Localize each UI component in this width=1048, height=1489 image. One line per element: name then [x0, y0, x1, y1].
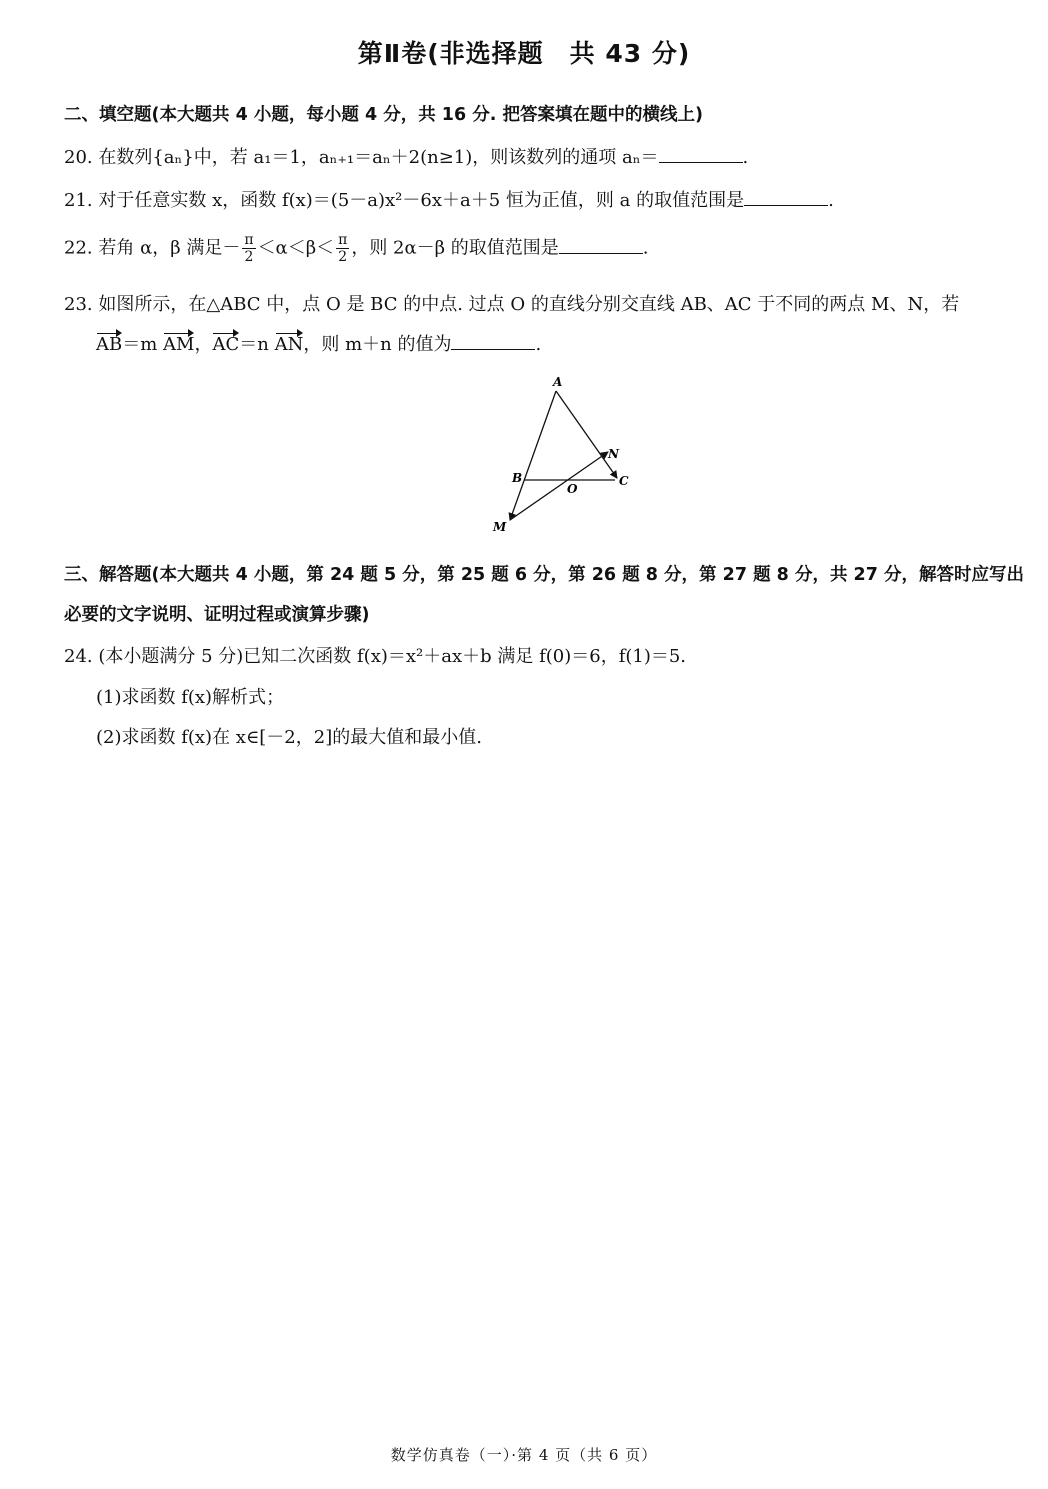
label-b: B: [512, 471, 523, 485]
triangle-figure: [480, 370, 650, 540]
page-title: 第Ⅱ卷(非选择题 共 43 分): [357, 39, 691, 68]
q22-frac2-denominator: 2: [338, 249, 348, 265]
q23-period: .: [535, 334, 542, 355]
question-22: [64, 232, 649, 265]
q22-text-2: ＜α＜β＜: [257, 237, 335, 259]
q23-tail: ，则 m＋n 的值为: [303, 334, 452, 355]
label-a: A: [553, 375, 563, 389]
q23-eq-1: ＝m: [122, 334, 158, 355]
q22-text-1: 22. 若角 α，β 满足－: [64, 237, 241, 259]
vector-ab: AB: [96, 334, 123, 355]
section-2-heading: 二、填空题(本大题共 4 小题，每小题 4 分，共 16 分. 把答案填在题中的横线上): [64, 105, 703, 125]
question-23-line-2: [96, 330, 541, 356]
question-23-line-1: 23. 如图所示，在△ABC 中，点 O 是 BC 的中点. 过点 O 的直线分别交直线 AB、AC 于不同的两点 M、N，若: [64, 294, 960, 315]
question-21: [64, 186, 834, 212]
q22-fraction-2: [336, 232, 349, 265]
question-24-stem: 24. (本小题满分 5 分)已知二次函数 f(x)＝x²＋ax＋b 满足 f(0)＝6，f(1)＝5.: [64, 646, 687, 667]
page-footer: 数学仿真卷（一）·第 4 页（共 6 页）: [390, 1446, 658, 1464]
q23-eq-2: ＝n: [239, 334, 269, 355]
q22-period: .: [642, 237, 649, 259]
q22-fraction-1: [242, 232, 255, 265]
q22-text-3: ，则 2α－β 的取值范围是: [351, 237, 559, 259]
q22-frac1-numerator: π: [244, 232, 254, 248]
label-m: M: [493, 520, 507, 534]
vector-ac: AC: [212, 334, 240, 355]
vector-an: AN: [274, 334, 304, 355]
question-24-part-1: (1)求函数 f(x)解析式；: [96, 687, 285, 708]
question-24-part-2: (2)求函数 f(x)在 x∈[－2，2]的最大值和最小值.: [96, 727, 482, 748]
line-mn: [510, 452, 608, 520]
vector-am: AM: [163, 334, 195, 355]
section-3-heading-line-2: 必要的文字说明、证明过程或演算步骤): [64, 605, 370, 625]
line-am: [510, 391, 556, 520]
line-ac: [556, 391, 617, 478]
label-o: O: [567, 482, 578, 496]
q22-frac2-numerator: π: [338, 232, 348, 248]
q20-text: 20. 在数列{aₙ}中，若 a₁＝1，aₙ₊₁＝aₙ＋2(n≥1)，则该数列的通项 aₙ＝: [64, 147, 659, 168]
q23-comma: ，: [194, 334, 213, 355]
section-3-heading-line-1: 三、解答题(本大题共 4 小题，第 24 题 5 分，第 25 题 6 分，第 26 题 8 分，第 27 题 8 分，共 27 分，解答时应写出: [64, 565, 1024, 585]
q20-period: .: [742, 147, 749, 168]
q22-frac1-denominator: 2: [244, 249, 254, 265]
q20-answer-blank: [659, 146, 743, 163]
q22-answer-blank: [559, 237, 643, 254]
label-c: C: [619, 474, 629, 488]
q23-answer-blank: [451, 333, 535, 350]
q21-answer-blank: [744, 189, 828, 206]
q21-text: 21. 对于任意实数 x，函数 f(x)＝(5－a)x²－6x＋a＋5 恒为正值，则 a 的取值范围是: [64, 190, 745, 211]
question-20: [64, 143, 748, 169]
q21-period: .: [828, 190, 834, 211]
label-n: N: [608, 447, 619, 461]
